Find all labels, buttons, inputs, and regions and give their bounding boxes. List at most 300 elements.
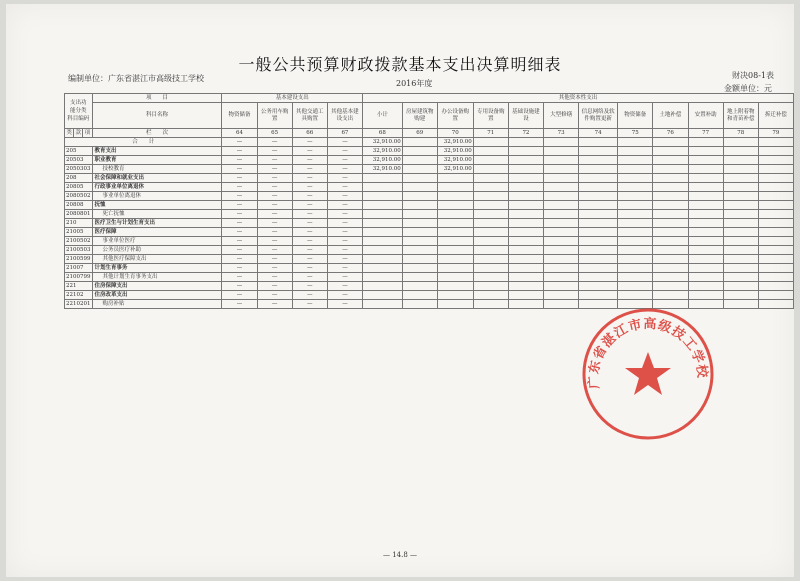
row-code: 2050303	[66, 165, 91, 172]
empty-cell	[758, 183, 793, 192]
column-number: 70	[437, 129, 473, 138]
row-code: 20503	[65, 156, 93, 165]
empty-cell	[618, 156, 653, 165]
table-row	[65, 210, 794, 219]
empty-cell	[508, 147, 543, 156]
dash-cell: —	[257, 228, 292, 237]
empty-cell	[653, 255, 688, 264]
empty-cell	[508, 219, 543, 228]
empty-cell	[653, 291, 688, 300]
empty-cell	[579, 174, 618, 183]
empty-cell	[653, 165, 688, 174]
empty-cell	[723, 192, 758, 201]
dash-cell: —	[292, 219, 327, 228]
dash-cell: —	[257, 210, 292, 219]
row-name: 住房保障支出	[92, 282, 222, 291]
empty-cell	[473, 273, 508, 282]
dash-cell: —	[222, 264, 257, 273]
empty-cell	[618, 237, 653, 246]
empty-cell	[758, 174, 793, 183]
row-name: 购房补贴	[92, 300, 222, 309]
empty-cell	[579, 219, 618, 228]
bangong-cell: 32,910.00	[437, 156, 473, 165]
empty-cell	[579, 237, 618, 246]
dash-cell: —	[222, 147, 257, 156]
empty-cell	[544, 219, 579, 228]
empty-cell	[653, 201, 688, 210]
dash-cell: —	[257, 201, 292, 210]
table-row	[65, 201, 794, 210]
xiaoji-cell	[363, 291, 403, 300]
empty-cell	[688, 147, 723, 156]
row-name: 行政事业单位离退休	[92, 183, 222, 192]
bangong-cell	[437, 291, 473, 300]
row-code: 210	[65, 219, 93, 228]
column-header: 公务用车购置	[257, 103, 292, 129]
row-code: 2100799	[66, 273, 91, 280]
xiaoji-cell	[363, 300, 403, 309]
dash-cell: —	[222, 192, 257, 201]
empty-cell	[402, 237, 437, 246]
empty-cell	[473, 174, 508, 183]
dash-cell: —	[222, 156, 257, 165]
empty-cell	[508, 183, 543, 192]
empty-cell	[508, 282, 543, 291]
empty-cell	[618, 192, 653, 201]
empty-cell	[653, 282, 688, 291]
empty-cell	[653, 156, 688, 165]
empty-cell	[653, 237, 688, 246]
empty-cell	[723, 300, 758, 309]
empty-cell	[508, 264, 543, 273]
xiaoji-cell	[363, 273, 403, 282]
xiaoji-cell: 32,910.00	[363, 165, 403, 174]
column-header: 土地补偿	[653, 103, 688, 129]
empty-cell	[653, 210, 688, 219]
column-header: 小计	[363, 103, 403, 129]
empty-cell	[402, 192, 437, 201]
dash-cell: —	[292, 210, 327, 219]
column-header: 物资储备	[618, 103, 653, 129]
dash-cell: —	[257, 219, 292, 228]
empty-cell	[758, 255, 793, 264]
empty-cell	[618, 291, 653, 300]
empty-cell	[402, 300, 437, 309]
column-header: 物资储备	[222, 103, 257, 129]
column-number: 72	[508, 129, 543, 138]
empty-cell	[618, 165, 653, 174]
dash-cell: —	[327, 156, 362, 165]
form-code: 财决08-1表	[732, 71, 774, 80]
row-name: 医疗保障	[92, 228, 222, 237]
empty-cell	[758, 201, 793, 210]
row-code: 2080502	[66, 192, 91, 199]
empty-cell	[508, 300, 543, 309]
empty-cell	[508, 237, 543, 246]
row-name: 社会保障和就业支出	[92, 174, 222, 183]
empty-cell	[688, 156, 723, 165]
dash-cell: —	[327, 237, 362, 246]
empty-cell	[473, 201, 508, 210]
empty-cell	[688, 228, 723, 237]
empty-cell	[688, 291, 723, 300]
empty-cell	[473, 264, 508, 273]
project-header: 项 目	[92, 94, 222, 103]
empty-cell	[544, 246, 579, 255]
empty-cell	[653, 192, 688, 201]
total-bangong: 32,910.00	[437, 138, 473, 147]
dash-cell: —	[257, 147, 292, 156]
empty-cell	[579, 228, 618, 237]
empty-cell	[688, 219, 723, 228]
row-code: 205	[65, 147, 93, 156]
empty-cell	[473, 237, 508, 246]
empty-cell	[508, 273, 543, 282]
empty-cell	[758, 246, 793, 255]
empty-cell	[544, 291, 579, 300]
dash-cell: —	[327, 201, 362, 210]
table-row	[65, 273, 794, 282]
empty-cell	[402, 183, 437, 192]
xiaoji-cell	[363, 255, 403, 264]
empty-cell	[508, 255, 543, 264]
table-row	[65, 237, 794, 246]
empty-cell	[723, 237, 758, 246]
column-number: 73	[544, 129, 579, 138]
dash-cell: —	[257, 264, 292, 273]
empty-cell	[653, 264, 688, 273]
column-number: 77	[688, 129, 723, 138]
bangong-cell	[437, 219, 473, 228]
dash-cell: —	[292, 264, 327, 273]
column-header: 其他基本建设支出	[327, 103, 362, 129]
empty-cell	[473, 255, 508, 264]
total-label: 合 计	[65, 138, 222, 147]
empty-cell	[544, 300, 579, 309]
row-code: 221	[65, 282, 93, 291]
bangong-cell	[437, 174, 473, 183]
empty-cell	[618, 219, 653, 228]
bangong-cell	[437, 273, 473, 282]
dash-cell: —	[222, 228, 257, 237]
row-code: 2100599	[66, 255, 91, 262]
empty-cell	[618, 201, 653, 210]
row-code: 208	[65, 174, 93, 183]
empty-cell	[579, 264, 618, 273]
code-header-line: 支出功	[69, 100, 87, 106]
empty-cell	[473, 246, 508, 255]
empty-cell	[579, 210, 618, 219]
dash-cell: —	[292, 282, 327, 291]
empty-cell	[402, 291, 437, 300]
column-number: 67	[327, 129, 362, 138]
empty-cell	[544, 273, 579, 282]
empty-cell	[544, 192, 579, 201]
dash-cell: —	[327, 174, 362, 183]
dash-cell: —	[292, 300, 327, 309]
empty-cell	[579, 183, 618, 192]
table-row	[65, 219, 794, 228]
currency-unit: 金额单位：元	[724, 84, 772, 93]
table-row	[65, 183, 794, 192]
bar-label: 栏 次	[92, 129, 222, 138]
column-number: 66	[292, 129, 327, 138]
empty-cell	[544, 228, 579, 237]
column-number: 69	[402, 129, 437, 138]
empty-cell	[402, 201, 437, 210]
column-number: 75	[618, 129, 653, 138]
empty-cell	[579, 156, 618, 165]
empty-cell	[544, 264, 579, 273]
empty-cell	[544, 201, 579, 210]
dash-cell: —	[222, 138, 257, 147]
dash-cell: —	[327, 138, 362, 147]
empty-cell	[473, 165, 508, 174]
empty-cell	[688, 246, 723, 255]
row-code: 21007	[65, 264, 93, 273]
seal-text: 广东省湛江市高级技工学校	[586, 316, 710, 390]
row-name: 公务员医疗补助	[92, 246, 222, 255]
row-name: 死亡抚恤	[92, 210, 222, 219]
empty-cell	[758, 192, 793, 201]
empty-cell	[723, 156, 758, 165]
dash-cell: —	[327, 273, 362, 282]
row-name: 住房改革支出	[92, 291, 222, 300]
page-title: 一般公共预算财政拨款基本支出决算明细表	[238, 55, 562, 74]
xiaoji-cell	[363, 264, 403, 273]
empty-cell	[723, 174, 758, 183]
dash-cell: —	[327, 246, 362, 255]
table-row	[65, 174, 794, 183]
empty-cell	[688, 255, 723, 264]
empty-cell	[618, 228, 653, 237]
empty-cell	[723, 165, 758, 174]
empty-cell	[579, 147, 618, 156]
empty-cell	[579, 192, 618, 201]
dash-cell: —	[222, 300, 257, 309]
dash-cell: —	[292, 156, 327, 165]
empty-cell	[473, 219, 508, 228]
empty-cell	[688, 165, 723, 174]
empty-cell	[688, 174, 723, 183]
column-header: 信息网络及软件购置更新	[579, 103, 618, 129]
empty-cell	[473, 192, 508, 201]
empty-cell	[653, 228, 688, 237]
dash-cell: —	[292, 246, 327, 255]
empty-cell	[618, 273, 653, 282]
empty-cell	[758, 300, 793, 309]
dash-cell: —	[257, 282, 292, 291]
empty-cell	[402, 282, 437, 291]
dash-cell: —	[292, 138, 327, 147]
empty-cell	[688, 237, 723, 246]
bangong-cell	[437, 210, 473, 219]
empty-cell	[688, 183, 723, 192]
empty-cell	[473, 156, 508, 165]
bangong-cell	[437, 264, 473, 273]
dash-cell: —	[222, 237, 257, 246]
dash-cell: —	[222, 282, 257, 291]
empty-cell	[758, 237, 793, 246]
row-code: 2080801	[66, 210, 91, 217]
empty-cell	[402, 210, 437, 219]
empty-cell	[723, 273, 758, 282]
xiaoji-cell	[363, 219, 403, 228]
empty-cell	[544, 174, 579, 183]
table-row	[65, 228, 794, 237]
total-xiaoji: 32,910.00	[363, 138, 403, 147]
dash-cell: —	[257, 300, 292, 309]
bangong-cell: 32,910.00	[437, 165, 473, 174]
dash-cell: —	[257, 246, 292, 255]
empty-cell	[618, 147, 653, 156]
empty-cell	[508, 156, 543, 165]
empty-cell	[723, 264, 758, 273]
column-header: 专用设备购置	[473, 103, 508, 129]
empty-cell	[758, 165, 793, 174]
dash-cell: —	[327, 291, 362, 300]
official-seal-icon	[578, 304, 718, 444]
dash-cell: —	[257, 192, 292, 201]
table-row	[65, 291, 794, 300]
kjk-cell: 款	[75, 129, 81, 136]
empty-cell	[758, 210, 793, 219]
row-code: 20805	[65, 183, 93, 192]
column-header: 大型修缮	[544, 103, 579, 129]
row-code: 2210201	[66, 300, 91, 307]
bangong-cell	[437, 237, 473, 246]
empty-cell	[508, 228, 543, 237]
empty-cell	[758, 228, 793, 237]
row-name: 事业单位医疗	[92, 237, 222, 246]
group-basic-header: 基本建设支出	[222, 94, 363, 103]
kjk-cell: 项	[84, 129, 91, 136]
dash-cell: —	[222, 255, 257, 264]
column-number: 74	[579, 129, 618, 138]
empty-cell	[758, 291, 793, 300]
empty-cell	[579, 273, 618, 282]
empty-cell	[653, 174, 688, 183]
empty-cell	[723, 183, 758, 192]
empty-cell	[758, 147, 793, 156]
empty-cell	[723, 246, 758, 255]
year-label: 2016年度	[396, 79, 433, 88]
dash-cell: —	[257, 237, 292, 246]
xiaoji-cell	[363, 192, 403, 201]
empty-cell	[618, 255, 653, 264]
empty-cell	[758, 282, 793, 291]
dash-cell: —	[292, 273, 327, 282]
dash-cell: —	[257, 255, 292, 264]
empty-cell	[688, 192, 723, 201]
empty-cell	[402, 165, 437, 174]
row-name: 教育支出	[92, 147, 222, 156]
empty-cell	[508, 210, 543, 219]
dash-cell: —	[292, 147, 327, 156]
empty-cell	[688, 210, 723, 219]
dash-cell: —	[257, 138, 292, 147]
empty-cell	[618, 210, 653, 219]
empty-cell	[402, 246, 437, 255]
empty-cell	[402, 264, 437, 273]
row-code: 2100503	[66, 246, 91, 253]
page-number: — 14.8 —	[382, 551, 418, 559]
bangong-cell	[437, 183, 473, 192]
row-code: 2100502	[66, 237, 91, 244]
dash-cell: —	[327, 183, 362, 192]
bangong-cell	[437, 300, 473, 309]
empty-cell	[544, 255, 579, 264]
dash-cell: —	[327, 228, 362, 237]
xiaoji-cell	[363, 228, 403, 237]
empty-cell	[579, 165, 618, 174]
table-row	[65, 156, 794, 165]
dash-cell: —	[222, 210, 257, 219]
table-row	[65, 192, 794, 201]
column-number: 76	[653, 129, 688, 138]
empty-cell	[473, 210, 508, 219]
column-header: 地上附着物和青苗补偿	[723, 103, 758, 129]
empty-cell	[402, 147, 437, 156]
dash-cell: —	[327, 210, 362, 219]
dash-cell: —	[292, 255, 327, 264]
empty-cell	[758, 273, 793, 282]
row-code: 21005	[65, 228, 93, 237]
empty-cell	[688, 264, 723, 273]
xiaoji-cell	[363, 237, 403, 246]
empty-cell	[544, 183, 579, 192]
xiaoji-cell: 32,910.00	[363, 156, 403, 165]
bangong-cell	[437, 255, 473, 264]
empty-cell	[402, 174, 437, 183]
table-row	[65, 165, 794, 174]
empty-cell	[723, 210, 758, 219]
table-row	[65, 255, 794, 264]
empty-cell	[544, 156, 579, 165]
empty-cell	[402, 255, 437, 264]
dash-cell: —	[327, 219, 362, 228]
row-name: 技校教育	[92, 165, 222, 174]
xiaoji-cell	[363, 210, 403, 219]
empty-cell	[508, 174, 543, 183]
bangong-cell	[437, 201, 473, 210]
group-capital-header: 其他资本性支出	[363, 94, 794, 103]
table-row	[65, 282, 794, 291]
dash-cell: —	[222, 183, 257, 192]
empty-cell	[723, 147, 758, 156]
expense-table	[64, 93, 794, 309]
empty-cell	[579, 246, 618, 255]
empty-cell	[544, 237, 579, 246]
column-number: 68	[363, 129, 403, 138]
xiaoji-cell	[363, 246, 403, 255]
dash-cell: —	[222, 165, 257, 174]
xiaoji-cell	[363, 174, 403, 183]
dash-cell: —	[292, 228, 327, 237]
column-number: 79	[758, 129, 793, 138]
empty-cell	[579, 291, 618, 300]
bangong-cell: 32,910.00	[437, 147, 473, 156]
empty-cell	[544, 165, 579, 174]
empty-cell	[402, 219, 437, 228]
row-name: 事业单位离退休	[92, 192, 222, 201]
empty-cell	[473, 300, 508, 309]
dash-cell: —	[327, 255, 362, 264]
empty-cell	[473, 291, 508, 300]
kjk-cell: 类	[66, 129, 72, 136]
xiaoji-cell	[363, 201, 403, 210]
row-name: 抚恤	[92, 201, 222, 210]
